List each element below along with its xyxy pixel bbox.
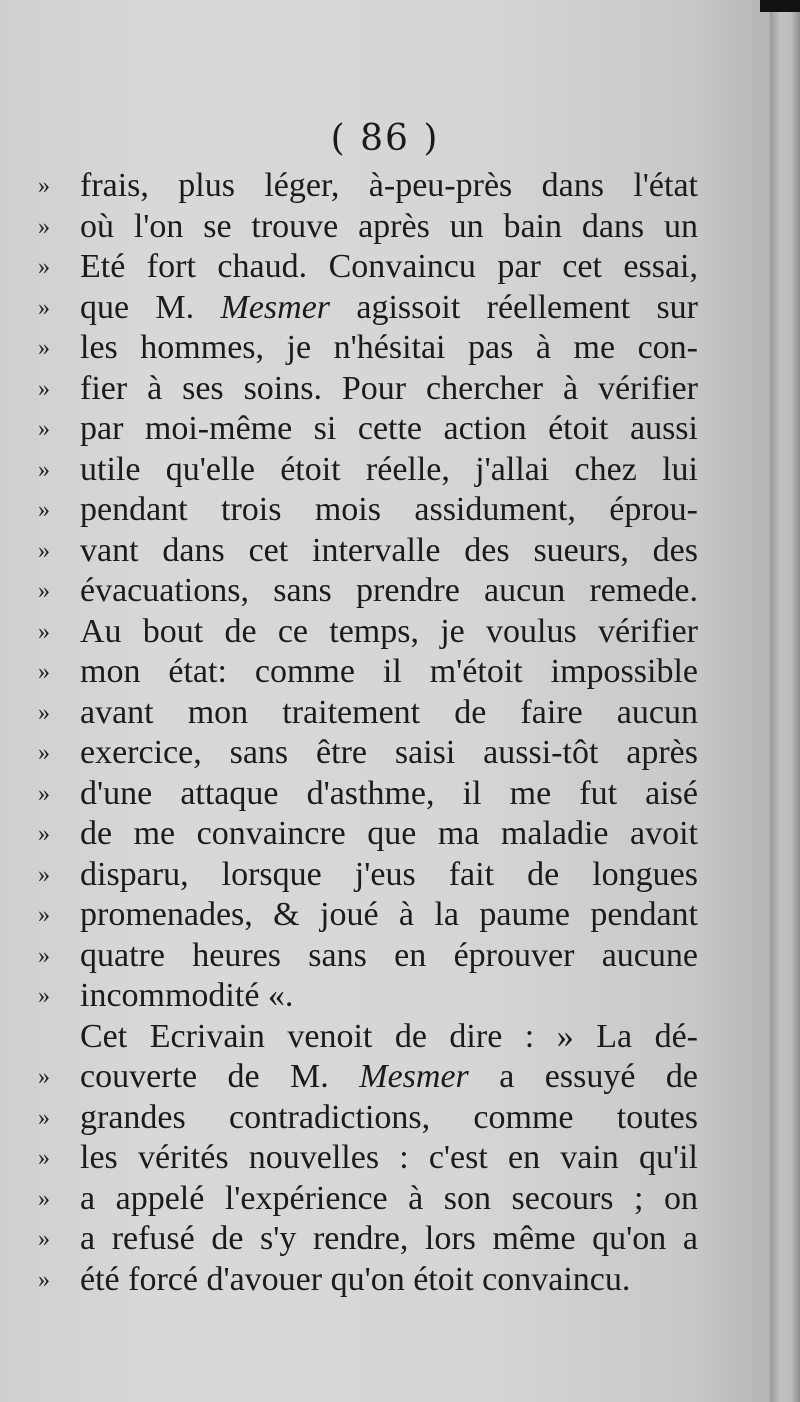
text-line [38,369,698,410]
line-text: pendant trois mois assidument, éprou- [80,491,698,528]
body-text [38,166,698,1300]
line-text-before: que M. [80,288,221,326]
line-text: avant mon traitement de faire aucun [80,693,698,731]
line-text: frais, plus léger, à-peu-près dans l'état [80,167,698,204]
text-line [38,531,698,572]
quote-mark: » [38,497,50,523]
quote-mark: » [38,335,50,361]
text-line [38,814,698,855]
line-text: utile qu'elle étoit réelle, j'allai chez lui [80,450,698,488]
line-text: promenades, & joué à la paume pendant [80,896,698,933]
italic-name: Mesmer [220,288,331,326]
text-line [38,1138,698,1179]
quote-mark: » [38,942,50,969]
text-line [38,490,698,531]
quote-mark: » [38,659,50,685]
text-line [38,652,698,693]
text-line [38,1179,698,1220]
quote-mark: » [38,861,50,888]
line-text: par moi-même si cette action étoit aussi [80,410,698,447]
line-text: les hommes, je n'hésitai pas à me con- [80,329,698,366]
line-text: les vérités nouvelles : c'est en vain qu'il [80,1139,698,1176]
text-line [38,855,698,896]
page-edge [770,0,800,1402]
quote-mark: » [38,1226,50,1252]
quote-mark: » [38,902,50,928]
line-text: de me convaincre que ma maladie avoit [80,815,698,852]
quote-mark: » [38,1145,50,1171]
text-line [38,247,698,288]
text-line [38,166,698,207]
quote-mark: » [38,983,50,1009]
text-line [38,288,698,329]
line-text: incommodité «. [80,977,294,1014]
quote-mark: » [38,1104,50,1131]
text-line [38,1098,698,1139]
line-text: Eté fort chaud. Convaincu par cet essai, [80,248,698,285]
text-line [38,612,698,653]
text-line [38,1057,698,1098]
quote-mark: » [38,699,50,726]
line-text: d'une attaque d'asthme, il me fut aisé [80,774,698,812]
quote-mark: » [38,780,50,807]
line-text-after: a essuyé de [468,1058,698,1095]
line-text [80,288,698,329]
quote-mark: » [38,1064,50,1090]
quote-mark: » [38,416,50,442]
quote-mark: » [38,294,50,321]
text-line [38,774,698,815]
line-text: quatre heures sans en éprouver aucune [80,936,698,974]
line-text: exercice, sans être saisi aussi-tôt après [80,734,698,771]
line-text: a appelé l'expérience à son secours ; on [80,1179,698,1217]
line-text: été forcé d'avouer qu'on étoit convaincu. [80,1260,631,1298]
quote-mark: » [38,537,50,564]
quote-mark: » [38,375,50,402]
line-text: mon état: comme il m'étoit impossible [80,653,698,690]
text-line [38,936,698,977]
text-line [38,1219,698,1260]
quote-mark: » [38,1185,50,1212]
line-text: Cet Ecrivain venoit de dire : » La dé- [80,1017,698,1055]
text-line [38,1260,698,1301]
line-text: Au bout de ce temps, je voulus vérifier [80,612,698,650]
line-text [80,1057,698,1098]
text-line [38,733,698,774]
quote-mark: » [38,578,50,604]
line-text: vant dans cet intervalle des sueurs, des [80,531,698,569]
binding-shadow [760,0,800,12]
line-text: disparu, lorsque j'eus fait de longues [80,855,698,893]
text-line [38,976,698,1017]
page-number: ( 86 ) [330,118,440,159]
text-line [38,450,698,491]
text-line [38,895,698,936]
text-line [38,693,698,734]
quote-mark: » [38,254,50,280]
quote-mark: » [38,213,50,240]
line-text: grandes contradictions, comme toutes [80,1098,698,1136]
quote-mark: » [38,618,50,645]
line-text-before: couverte de M. [80,1058,360,1095]
text-line [38,1017,698,1058]
quote-mark: » [38,456,50,483]
line-text-after: agissoit réellement sur [330,288,698,326]
text-line [38,409,698,450]
line-text: où l'on se trouve après un bain dans un [80,207,698,245]
italic-name: Mesmer [359,1058,469,1095]
text-line [38,571,698,612]
quote-mark: » [38,1266,50,1293]
quote-mark: » [38,173,50,199]
line-text: a refusé de s'y rendre, lors même qu'on a [80,1220,698,1257]
quote-mark: » [38,740,50,766]
line-text: évacuations, sans prendre aucun remede. [80,572,698,609]
text-line [38,328,698,369]
quote-mark: » [38,821,50,847]
line-text: fier à ses soins. Pour chercher à vérifier [80,369,698,407]
text-line [38,207,698,248]
